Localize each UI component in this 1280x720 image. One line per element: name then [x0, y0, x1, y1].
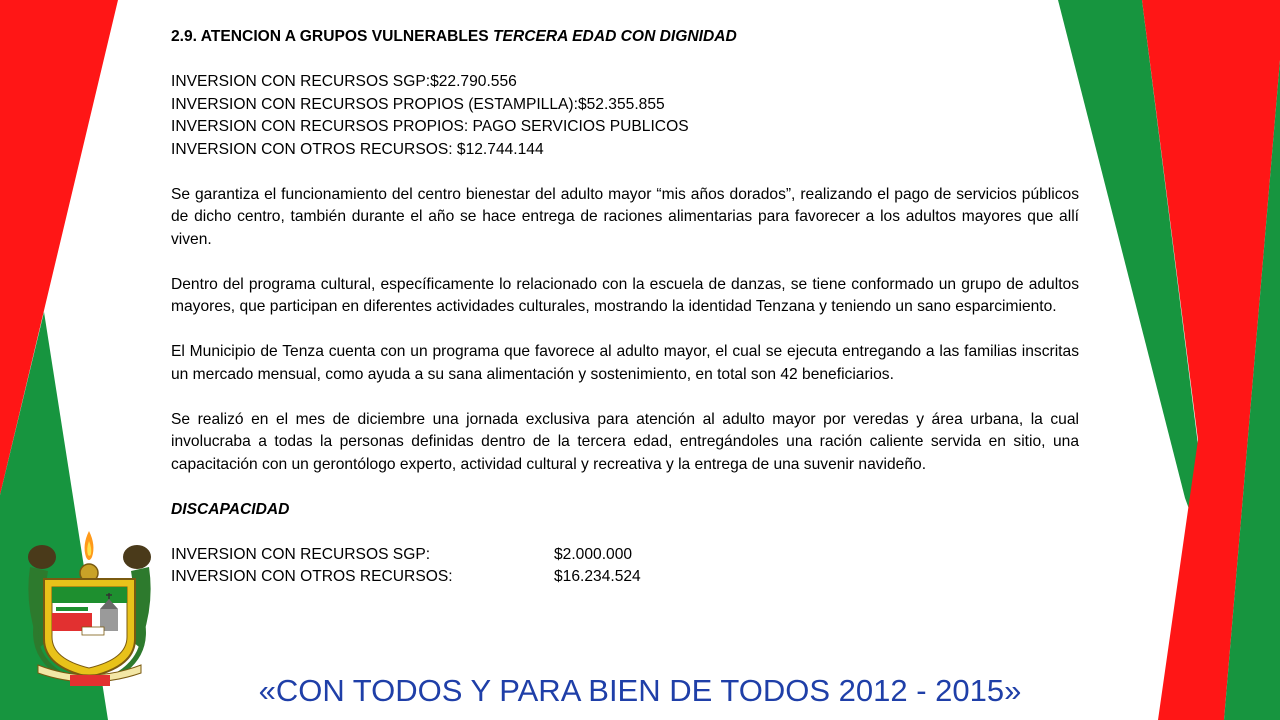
- body-paragraph: Dentro del programa cultural, específicamente lo relacionado con la escuela de danzas, se tiene conformado un grupo de adultos mayores, que participan en diferentes actividades culturales, mostrando la identidad Tenzana y teniendo un sano esparcimiento.: [171, 275, 1079, 315]
- municipal-coat-of-arms-icon: [22, 527, 157, 689]
- investment-line: INVERSION CON RECURSOS PROPIOS (ESTAMPILLA):$52.355.855: [171, 95, 665, 113]
- body-paragraph: Se realizó en el mes de diciembre una jornada exclusiva para atención al adulto mayor por veredas y área urbana, la cual involucraba a todas la personas definidas dentro de la tercera edad, entregándoles una ración caliente servida en sitio, una capacitación con un gerontólogo experto, actividad cultural y recreativa y la entrega de una suvenir navideño.: [171, 410, 1079, 473]
- investment-label: INVERSION CON OTROS RECURSOS:: [171, 568, 453, 585]
- investment-value: $2.000.000: [554, 545, 633, 563]
- body-paragraph: El Municipio de Tenza cuenta con un programa que favorece al adulto mayor, el cual se ejecuta entregando a las familias inscritas un mercado mensual, como ayuda a su sana alimentación y sostenimiento, en total son 42 beneficiarios.: [171, 343, 1079, 383]
- investment-row: [171, 566, 1079, 589]
- investment-line: INVERSION CON OTROS RECURSOS: $12.744.144: [171, 140, 544, 158]
- section-heading: [171, 26, 1079, 49]
- investment-line: INVERSION CON RECURSOS PROPIOS: PAGO SERVICIOS PUBLICOS: [171, 118, 689, 135]
- footer-slogan: [0, 669, 1280, 713]
- investment-line: INVERSION CON RECURSOS SGP:$22.790.556: [171, 73, 517, 90]
- heading-prefix: 2.9. ATENCION A GRUPOS VULNERABLES: [171, 28, 494, 45]
- investment-row: [171, 544, 1079, 567]
- heading-emphasis: TERCERA EDAD CON DIGNIDAD: [493, 28, 737, 45]
- investment-label: INVERSION CON RECURSOS SGP:: [171, 545, 431, 563]
- footer-slogan-text: «CON TODOS Y PARA BIEN DE TODOS 2012 - 2015»: [258, 673, 1022, 708]
- document-body: [171, 26, 1079, 589]
- subsection-heading: DISCAPACIDAD: [171, 500, 290, 518]
- investment-value: $16.234.524: [554, 568, 641, 585]
- body-paragraph: Se garantiza el funcionamiento del centro bienestar del adulto mayor “mis años dorados”, realizando el pago de servicios públicos de dicho centro, también durante el año se hace entrega de raciones alimentarias para favorecer a los adultos mayores que allí viven.: [171, 185, 1079, 248]
